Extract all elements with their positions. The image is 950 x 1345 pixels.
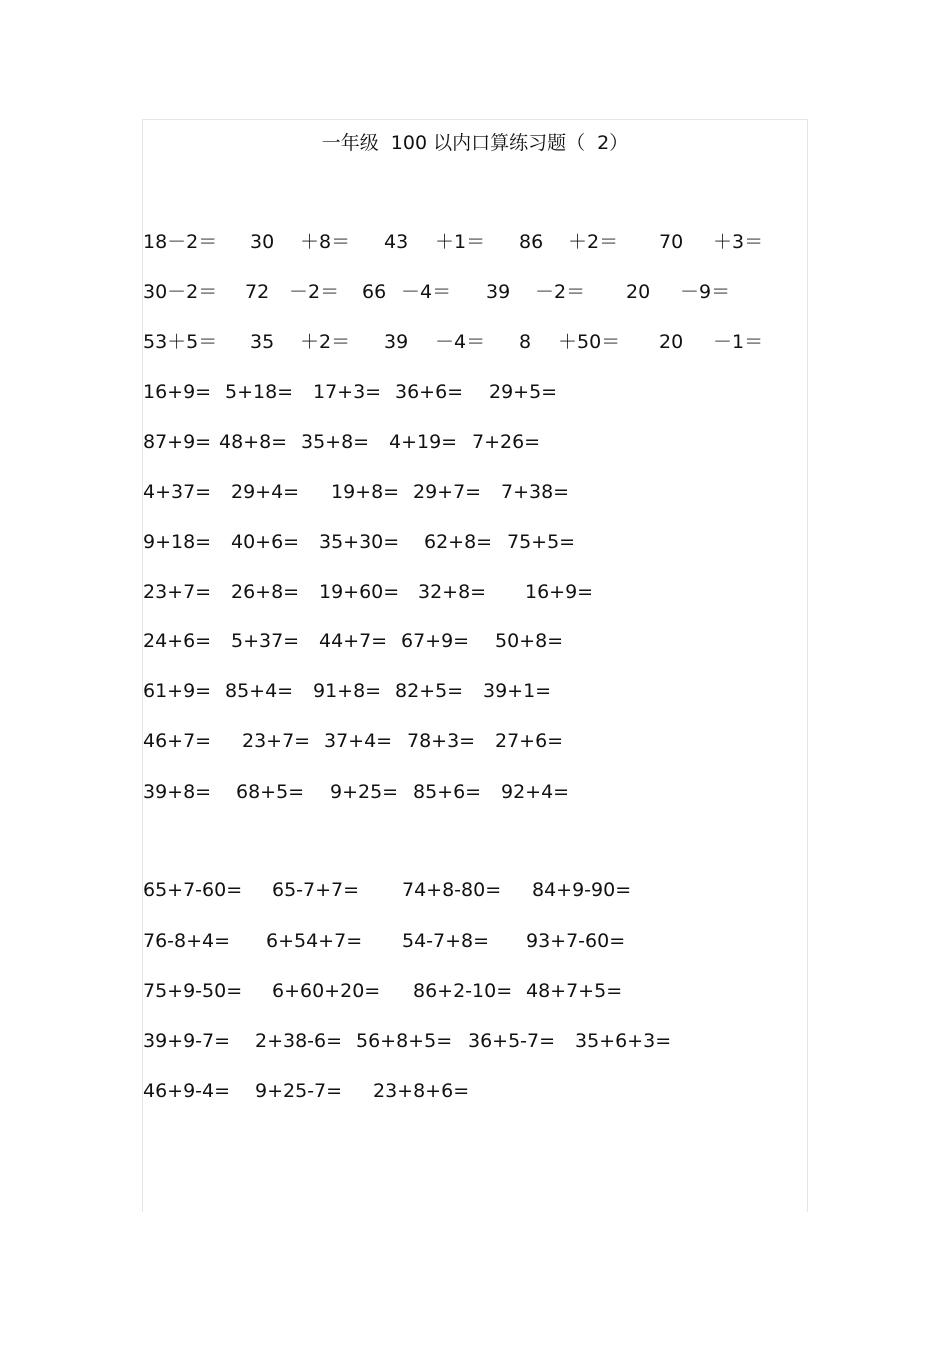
problem-item: 9+18= <box>143 531 212 553</box>
problem-item: 86 <box>519 231 544 253</box>
problem-item: 32+8= <box>418 581 487 603</box>
problem-item: 7+26= <box>472 431 541 453</box>
problem-item: 37+4= <box>324 730 393 752</box>
problem-item: 2+38-6= <box>255 1030 343 1052</box>
problem-item: 62+8= <box>424 531 493 553</box>
problem-item: 35+30= <box>319 531 400 553</box>
problem-item: 61+9= <box>143 680 212 702</box>
problem-item: 16+9= <box>525 581 594 603</box>
problem-item: 16+9= <box>143 381 212 403</box>
problem-item: 8 <box>519 331 532 353</box>
problem-item: －4＝ <box>435 331 486 353</box>
section2-row <box>0 477 950 507</box>
problem-item: 23+8+6= <box>373 1080 470 1102</box>
problem-item: 53＋5＝ <box>143 331 218 353</box>
problem-item: 75+5= <box>507 531 576 553</box>
problem-item: 4+19= <box>389 431 458 453</box>
problem-item: 29+7= <box>413 481 482 503</box>
problem-item: 36+6= <box>395 381 464 403</box>
problem-item: 5+18= <box>225 381 294 403</box>
problem-item: 39+8= <box>143 781 212 803</box>
problem-item: 24+6= <box>143 630 212 652</box>
problem-item: －1＝ <box>713 331 764 353</box>
problem-item: 5+37= <box>231 630 300 652</box>
problem-item: 87+9= <box>143 431 212 453</box>
section2-row <box>0 777 950 807</box>
section3-row <box>0 1026 950 1056</box>
problem-item: ＋50＝ <box>558 331 621 353</box>
problem-item: 39+9-7= <box>143 1030 231 1052</box>
section3-row <box>0 926 950 956</box>
problem-item: 20 <box>659 331 684 353</box>
section2-row <box>0 427 950 457</box>
problem-item: 35+8= <box>301 431 370 453</box>
problem-item: 85+6= <box>413 781 482 803</box>
problem-item: 30－2＝ <box>143 281 218 303</box>
problem-item: 7+38= <box>501 481 570 503</box>
problem-item: 76-8+4= <box>143 930 231 952</box>
problem-item: 54-7+8= <box>402 930 490 952</box>
section2-row <box>0 676 950 706</box>
problem-item: 30 <box>250 231 275 253</box>
section3-row <box>0 875 950 905</box>
problem-item: 72 <box>245 281 270 303</box>
problem-item: 29+4= <box>231 481 300 503</box>
problem-item: 68+5= <box>236 781 305 803</box>
problem-item: 18－2＝ <box>143 231 218 253</box>
problem-item: 6+54+7= <box>266 930 363 952</box>
problem-item: 19+8= <box>331 481 400 503</box>
section3-row <box>0 976 950 1006</box>
problem-item: 39+1= <box>483 680 552 702</box>
section1-row <box>0 277 950 307</box>
problem-item: 29+5= <box>489 381 558 403</box>
problem-item: 9+25-7= <box>255 1080 343 1102</box>
problem-item: 66 <box>362 281 387 303</box>
problem-item: 35 <box>250 331 275 353</box>
problem-item: 86+2-10= <box>413 980 513 1002</box>
section1-row <box>0 227 950 257</box>
problem-item: －2＝ <box>289 281 340 303</box>
problem-item: 78+3= <box>407 730 476 752</box>
problem-item: －2＝ <box>535 281 586 303</box>
section2-row <box>0 527 950 557</box>
problem-item: 65+7-60= <box>143 879 243 901</box>
problem-item: 46+7= <box>143 730 212 752</box>
section3-row <box>0 1076 950 1106</box>
problem-item: 40+6= <box>231 531 300 553</box>
problem-item: 26+8= <box>231 581 300 603</box>
problem-item: ＋2＝ <box>568 231 619 253</box>
worksheet-title: 一年级 100 以内口算练习题（ 2） <box>321 132 629 154</box>
problem-item: 6+60+20= <box>272 980 381 1002</box>
problem-item: 91+8= <box>313 680 382 702</box>
problem-item: 84+9-90= <box>532 879 632 901</box>
problem-item: 4+37= <box>143 481 212 503</box>
problem-item: 27+6= <box>495 730 564 752</box>
section2-row <box>0 726 950 756</box>
problem-item: 23+7= <box>242 730 311 752</box>
problem-item: 82+5= <box>395 680 464 702</box>
problem-item: 56+8+5= <box>356 1030 453 1052</box>
problem-item: 92+4= <box>501 781 570 803</box>
problem-item: 43 <box>384 231 409 253</box>
problem-item: 75+9-50= <box>143 980 243 1002</box>
problem-item: 48+7+5= <box>526 980 623 1002</box>
section2-row <box>0 577 950 607</box>
problem-item: 35+6+3= <box>575 1030 672 1052</box>
problem-item: 48+8= <box>219 431 288 453</box>
problem-item: －9＝ <box>680 281 731 303</box>
problem-item: ＋2＝ <box>300 331 351 353</box>
section1-row <box>0 327 950 357</box>
problem-item: 74+8-80= <box>402 879 502 901</box>
section2-row <box>0 626 950 656</box>
problem-item: 85+4= <box>225 680 294 702</box>
problem-item: 39 <box>384 331 409 353</box>
problem-item: 65-7+7= <box>272 879 360 901</box>
problem-item: ＋1＝ <box>435 231 486 253</box>
problem-item: 17+3= <box>313 381 382 403</box>
problem-item: 20 <box>626 281 651 303</box>
problem-item: 23+7= <box>143 581 212 603</box>
problem-item: 46+9-4= <box>143 1080 231 1102</box>
problem-item: 67+9= <box>401 630 470 652</box>
problem-item: 19+60= <box>319 581 400 603</box>
problem-item: 50+8= <box>495 630 564 652</box>
problem-item: ＋8＝ <box>300 231 351 253</box>
problem-item: 9+25= <box>330 781 399 803</box>
problem-item: ＋3＝ <box>713 231 764 253</box>
problem-item: 36+5-7= <box>468 1030 556 1052</box>
problem-item: 93+7-60= <box>526 930 626 952</box>
section2-row <box>0 377 950 407</box>
problem-item: 39 <box>486 281 511 303</box>
problem-item: 44+7= <box>319 630 388 652</box>
problem-item: －4＝ <box>401 281 452 303</box>
problem-item: 70 <box>659 231 684 253</box>
